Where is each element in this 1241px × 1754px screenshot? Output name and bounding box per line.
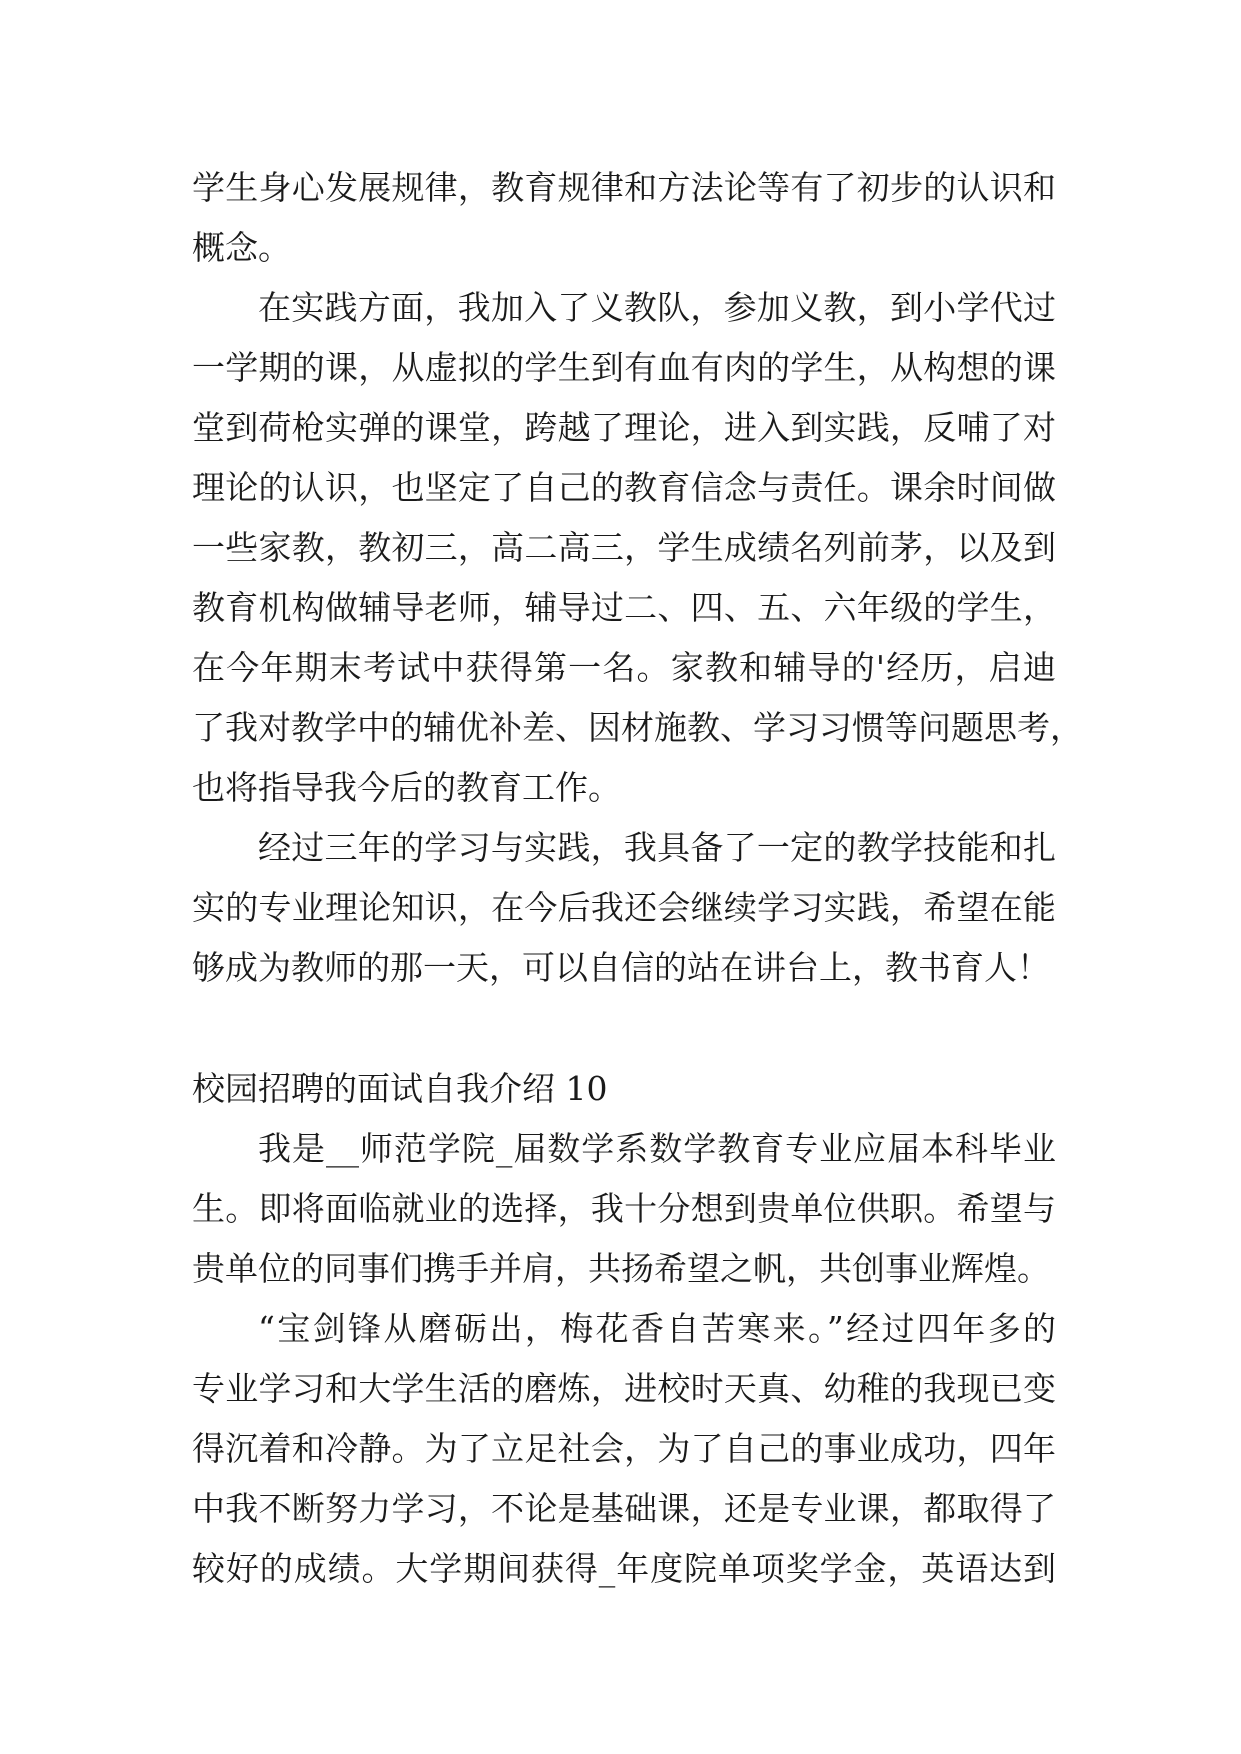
text-line: 中我不断努力学习，不论是基础课，还是专业课，都取得了 (192, 1489, 1056, 1528)
text-line: 我是__师范学院_届数学系数学教育专业应届本科毕业 (258, 1129, 1056, 1168)
paragraph (192, 158, 1056, 278)
paragraph (192, 818, 1056, 998)
text-line: 一学期的课，从虚拟的学生到有血有肉的学生，从构想的课 (192, 348, 1056, 387)
document-body (192, 158, 1083, 1599)
text-line: 理论的认识，也坚定了自己的教育信念与责任。课余时间做 (192, 468, 1056, 507)
text-line: 生。即将面临就业的选择，我十分想到贵单位供职。希望与 (192, 1189, 1056, 1228)
section-spacer (192, 998, 1056, 1059)
text-line: 教育机构做辅导老师，辅导过二、四、五、六年级的学生， (192, 588, 1056, 627)
text-line: 得沉着和冷静。为了立足社会，为了自己的事业成功，四年 (192, 1429, 1056, 1468)
paragraph (192, 278, 1083, 818)
section-heading: 校园招聘的面试自我介绍 10 (192, 1069, 608, 1108)
text-line: 在今年期末考试中获得第一名。家教和辅导的'经历，启迪 (192, 648, 1056, 687)
text-line: 概念。 (192, 228, 291, 267)
text-line: 专业学习和大学生活的磨炼，进校时天真、幼稚的我现已变 (192, 1369, 1056, 1408)
paragraph (192, 1299, 1056, 1599)
text-line: “宝剑锋从磨砺出，梅花香自苦寒来。”经过四年多的 (258, 1309, 1056, 1348)
paragraph (192, 1119, 1056, 1299)
text-line: 了我对教学中的辅优补差、因材施教、学习习惯等问题思考， (192, 708, 1083, 747)
text-line: 较好的成绩。大学期间获得_年度院单项奖学金，英语达到 (192, 1549, 1056, 1588)
text-line: 贵单位的同事们携手并肩，共扬希望之帆，共创事业辉煌。 (192, 1249, 1050, 1288)
text-line: 经过三年的学习与实践，我具备了一定的教学技能和扎 (258, 828, 1056, 867)
text-line: 够成为教师的那一天，可以自信的站在讲台上，教书育人！ (192, 948, 1050, 987)
text-line: 一些家教，教初三，高二高三，学生成绩名列前茅，以及到 (192, 528, 1056, 567)
text-line: 学生身心发展规律，教育规律和方法论等有了初步的认识和 (192, 168, 1056, 207)
text-line: 实的专业理论知识，在今后我还会继续学习实践，希望在能 (192, 888, 1056, 927)
text-line: 在实践方面，我加入了义教队，参加义教，到小学代过 (258, 288, 1056, 327)
text-line: 堂到荷枪实弹的课堂，跨越了理论，进入到实践，反哺了对 (192, 408, 1056, 447)
text-line: 也将指导我今后的教育工作。 (192, 768, 621, 807)
